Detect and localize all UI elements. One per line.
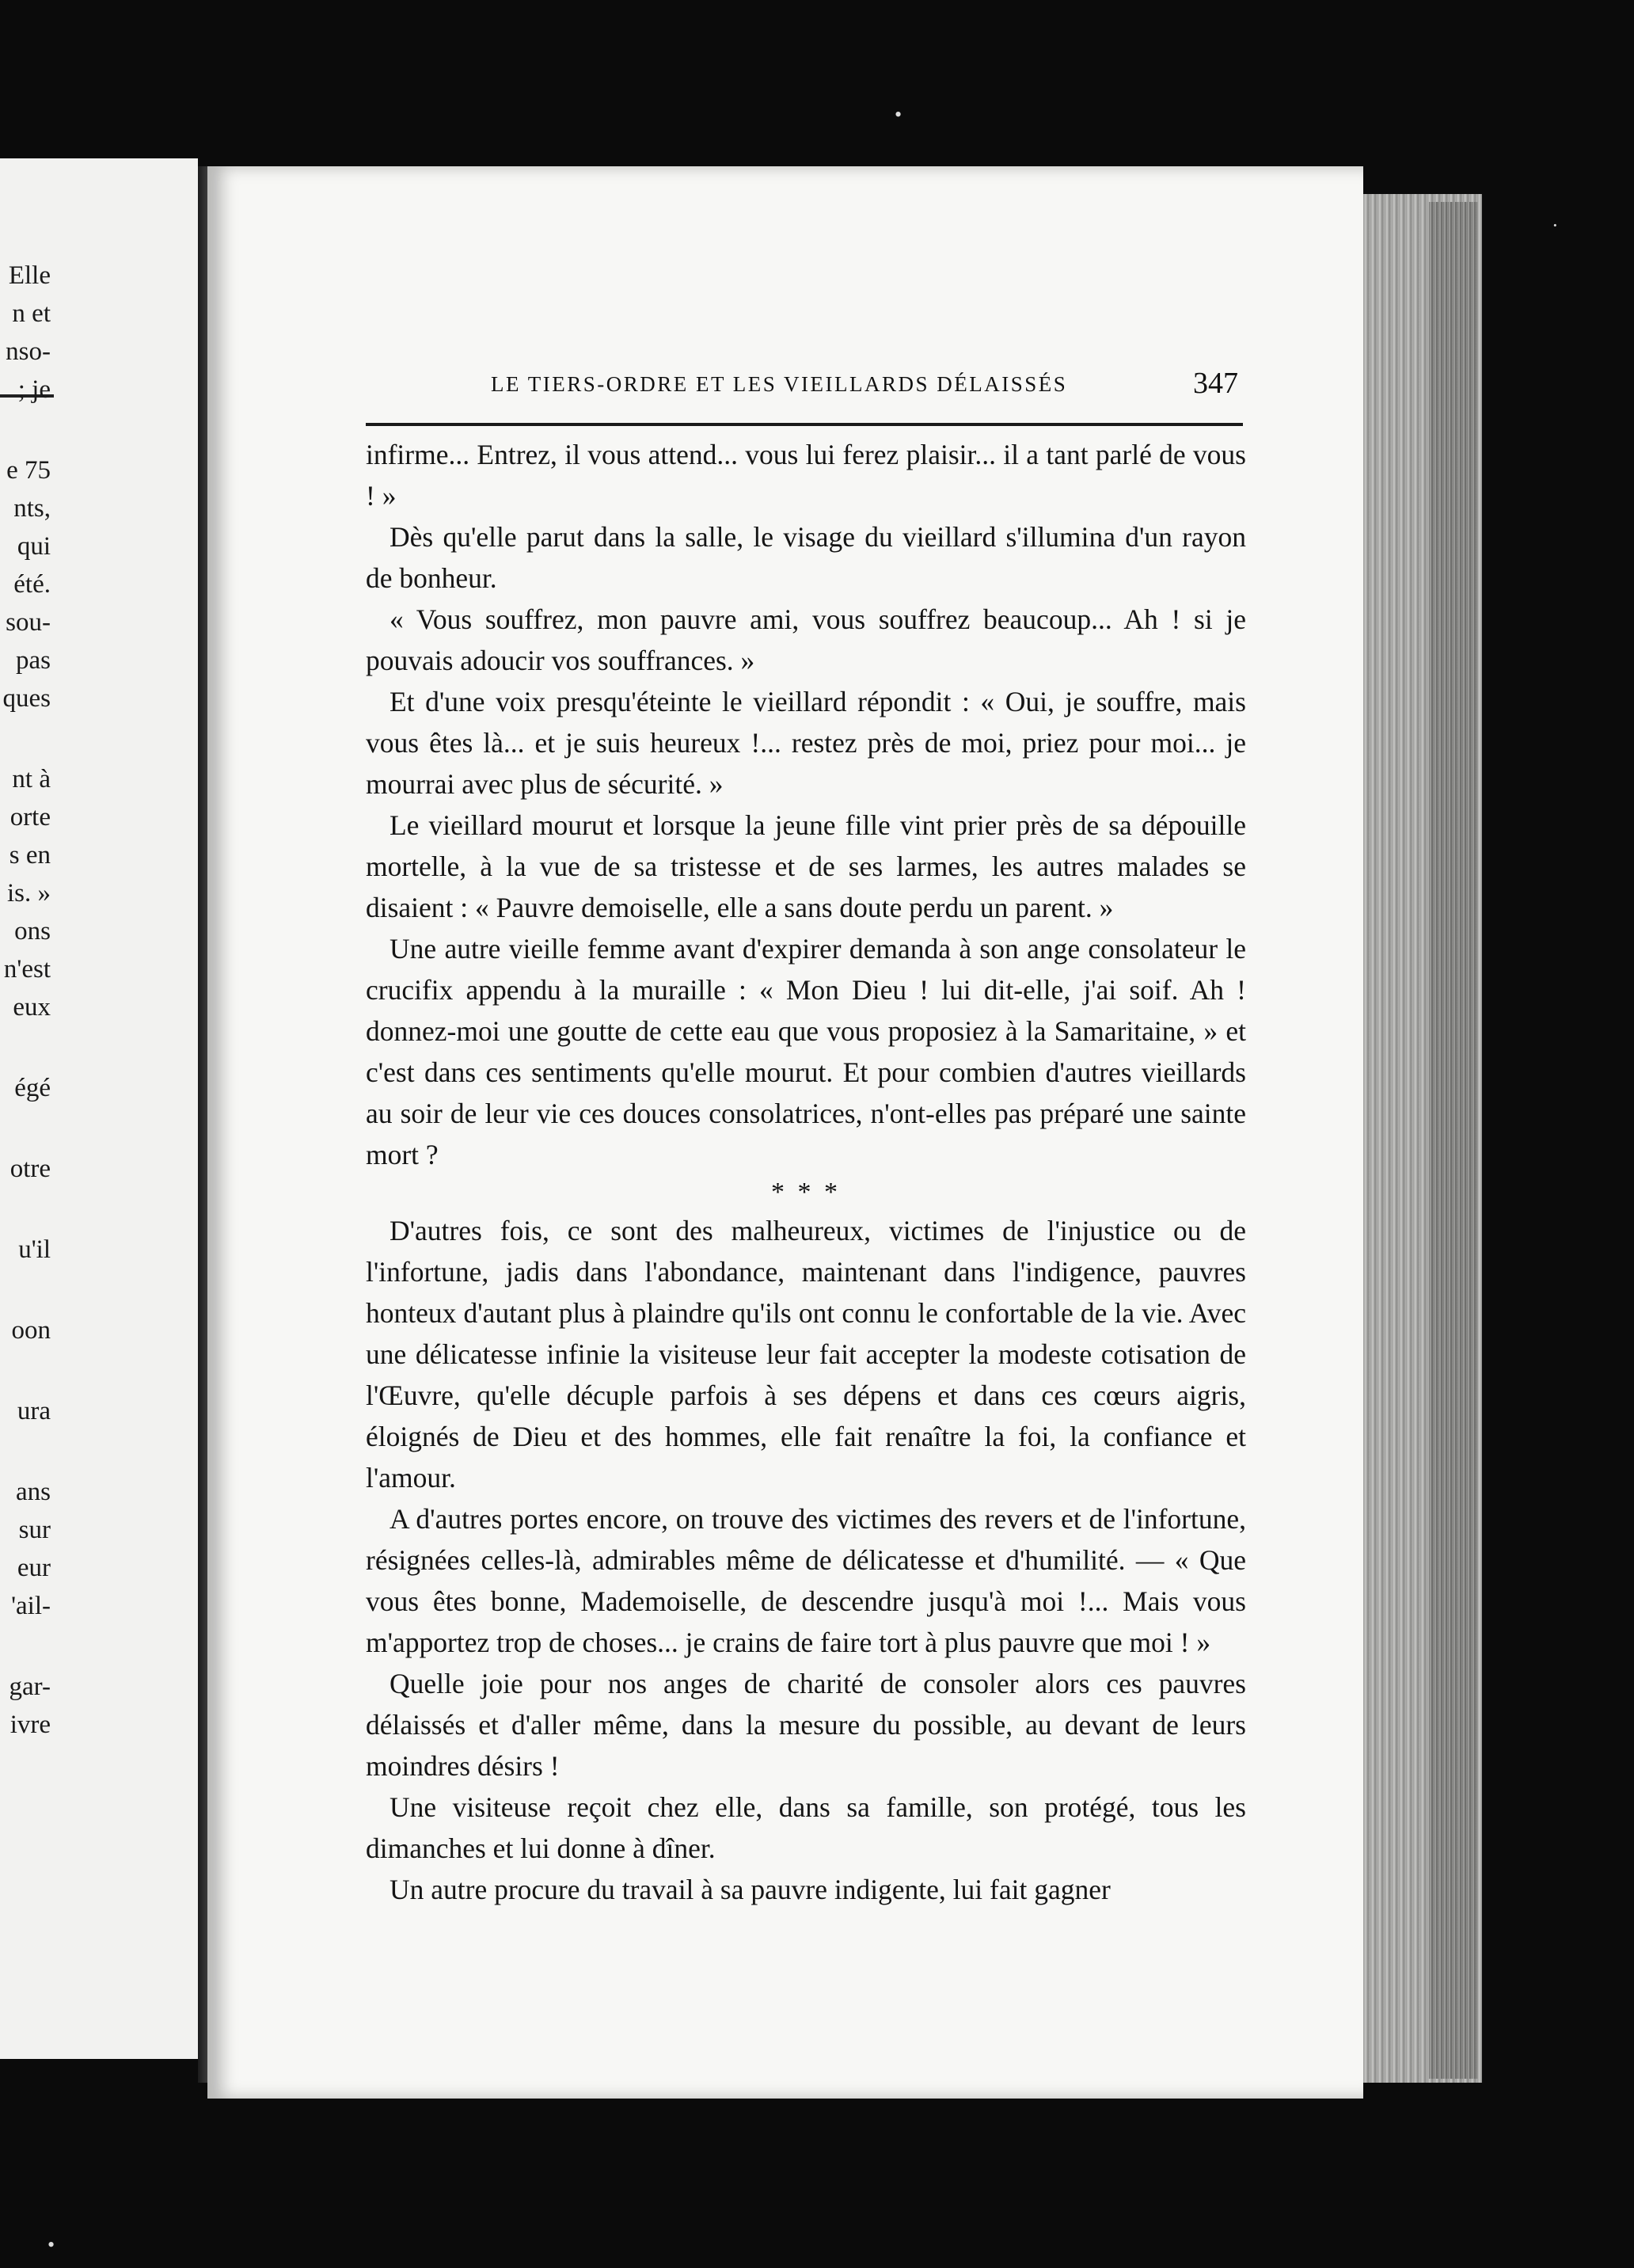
left-line-fragment: gar- (9, 1672, 51, 1701)
left-line-fragment: s en (9, 841, 51, 870)
left-line-fragment: pas (16, 646, 51, 675)
paragraph: D'autres fois, ce sont des malheureux, victimes de l'injustice ou de l'infortune, jadis dans l'abondance, maintenant dans l'indigence, pauvres honteux d'autant plus à plaindre qu'ils ont connu le confortable de la vie. Avec une délicatesse infinie la visiteuse leur fait accepter la modeste cotisation de l'Œuvre, qu'elle décuple parfois à ses dépens et dans ces cœurs aigris, éloignés de Dieu et des hommes, elle fait renaître la foi, la confiance et l'amour. (366, 1215, 1246, 1494)
paragraph: Une visiteuse reçoit chez elle, dans sa famille, son protégé, tous les dimanches et lui donne à dîner. (366, 1791, 1246, 1864)
paragraph: infirme... Entrez, il vous attend... vous lui ferez plaisir... il a tant parlé de vous ! » (366, 439, 1246, 512)
left-line-fragment: sur (18, 1516, 51, 1544)
paragraph: Quelle joie pour nos anges de charité de consoler alors ces pauvres délaissés et d'aller même, dans la mesure du possible, au devant de leurs moindres désirs ! (366, 1668, 1246, 1782)
left-line-fragment: eur (17, 1554, 51, 1582)
left-line-fragment: e 75 (6, 456, 51, 485)
paragraph: « Vous souffrez, mon pauvre ami, vous souffrez beaucoup... Ah ! si je pouvais adoucir vos souffrances. » (366, 603, 1246, 676)
left-line-fragment: otre (10, 1155, 51, 1183)
section-asterism: * * * (771, 1178, 841, 1207)
body-text (366, 434, 1246, 1910)
paragraph: Une autre vieille femme avant d'expirer demanda à son ange consolateur le crucifix appendu à la muraille : « Mon Dieu ! lui dit-elle, j'ai soif. Ah ! donnez-moi une goutte de cette eau que vous proposiez à la Samaritaine, » et c'est dans ces sentiments qu'elle mourut. Et pour combien d'autres vieillards au soir de leur vie ces douces consolatrices, n'ont-elles pas préparé une sainte mort ? (366, 933, 1246, 1170)
running-title: LE TIERS-ORDRE ET LES VIEILLARDS DÉLAISSÉS (491, 372, 1068, 396)
left-line-fragment: ivre (10, 1711, 51, 1739)
header-rule (366, 423, 1243, 426)
paragraph: Et d'une voix presqu'éteinte le vieillard répondit : « Oui, je souffre, mais vous êtes là... et je suis heureux !... restez près de moi, priez pour moi... je mourrai avec plus de sécurité. » (366, 686, 1246, 800)
left-line-fragment: 'ail- (11, 1592, 51, 1620)
left-line-fragment: été. (13, 570, 51, 599)
left-page-text (0, 158, 198, 2059)
left-line-fragment: is. » (6, 879, 51, 908)
left-line-fragment: oon (11, 1316, 51, 1345)
left-line-fragment: égé (14, 1074, 51, 1102)
left-line-fragment: n et (12, 299, 51, 328)
left-line-fragment: Elle (8, 261, 51, 290)
page-edges-outer (1429, 202, 1478, 2079)
left-line-fragment: n'est (3, 955, 51, 984)
left-line-fragment: sou- (6, 608, 51, 637)
dust-speck: • (895, 103, 902, 126)
paragraph: Dès qu'elle parut dans la salle, le visage du vieillard s'illumina d'un rayon de bonheur. (366, 521, 1246, 594)
left-line-fragment: ons (14, 917, 51, 946)
left-line-fragment: qui (17, 532, 51, 561)
paragraph: A d'autres portes encore, on trouve des victimes des revers et de l'infortune, résignées celles-là, admirables même de délicatesse et d'humilité. — « Que vous êtes bonne, Mademoiselle, de descendre jusqu'à moi !... Mais vous m'apportez trop de choses... je crains de faire tort à plus pauvre que moi ! » (366, 1503, 1246, 1658)
paragraph: Un autre procure du travail à sa pauvre indigente, lui fait gagner (390, 1874, 1111, 1905)
dust-speck: • (48, 2233, 55, 2256)
page-number: 347 (1193, 367, 1238, 400)
dust-speck: · (1552, 214, 1559, 237)
left-line-fragment: orte (10, 803, 51, 831)
left-line-fragment: nt à (12, 765, 51, 793)
left-line-fragment: u'il (18, 1235, 51, 1264)
left-line-fragment: nts, (13, 494, 51, 523)
paragraph: Le vieillard mourut et lorsque la jeune fille vint prier près de sa dépouille mortelle, à la vue de sa tristesse et de ses larmes, les autres malades se disaient : « Pauvre demoiselle, elle a sans doute perdu un parent. » (366, 809, 1246, 923)
left-line-fragment: ans (16, 1478, 51, 1506)
left-line-fragment: ; je (17, 375, 51, 404)
left-line-fragment: eux (13, 993, 51, 1022)
left-line-fragment: ura (17, 1397, 51, 1425)
left-page-fragment (0, 158, 198, 2059)
left-line-fragment: nso- (6, 337, 51, 366)
left-line-fragment: ques (2, 684, 51, 713)
running-head (372, 367, 1243, 412)
